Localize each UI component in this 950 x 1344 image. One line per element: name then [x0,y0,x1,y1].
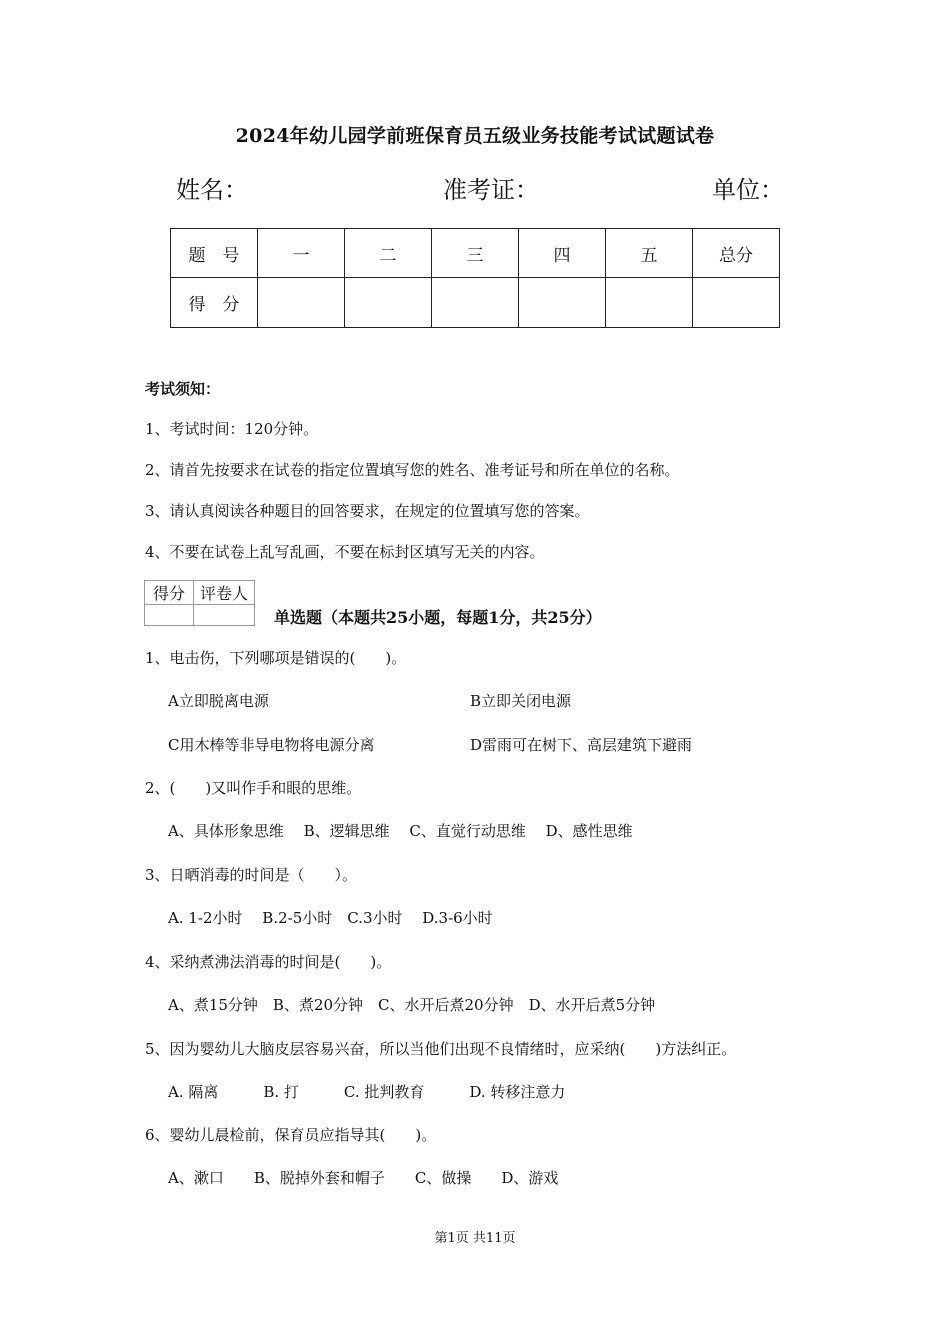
option-b: B立即关闭电源 [470,692,572,710]
question-text: 2、( )又叫作手和眼的思维。 [145,779,362,797]
grader-reviewer-cell[interactable] [194,605,255,626]
grader-reviewer-label: 评卷人 [194,581,255,605]
score-entry-cell[interactable] [693,278,780,328]
score-header-cell: 二 [345,229,432,278]
score-header-cell: 三 [432,229,519,278]
notice-item: 3、请认真阅读各种题目的回答要求，在规定的位置填写您的答案。 [145,502,590,520]
option-a: A立即脱离电源 [168,692,269,710]
score-table-header-row [171,229,780,278]
score-header-cell: 五 [606,229,693,278]
exam-id-field-label: 准考证： [443,176,539,204]
options-line: A、煮15分钟 B、煮20分钟 C、水开后煮20分钟 D、水开后煮5分钟 [168,996,656,1014]
page-footer: 第1页 共11页 [434,1231,516,1246]
options-line: A. 1-2小时 B.2-5小时 C.3小时 D.3-6小时 [168,909,493,927]
score-entry-cell[interactable] [345,278,432,328]
name-field-label: 姓名： [176,176,248,204]
question-text: 6、婴幼儿晨检前，保育员应指导其( )。 [145,1126,437,1144]
question-text: 1、电击伤，下列哪项是错误的( )。 [145,649,407,667]
options-line: A、漱口 B、脱掉外套和帽子 C、做操 D、游戏 [168,1169,559,1187]
question-text: 3、日晒消毒的时间是（ ）。 [145,866,358,884]
notice-item: 4、不要在试卷上乱写乱画，不要在标封区填写无关的内容。 [145,543,545,561]
score-row-label: 得 分 [171,278,258,328]
score-table [170,228,780,328]
section-title: 单选题（本题共25小题，每题1分，共25分） [274,608,602,627]
unit-field-label: 单位： [712,176,784,204]
score-table-score-row [171,278,780,328]
grader-score-label: 得分 [145,581,194,605]
score-header-cell: 题 号 [171,229,258,278]
grader-score-cell[interactable] [145,605,194,626]
score-entry-cell[interactable] [258,278,345,328]
options-line: A. 隔离 B. 打 C. 批判教育 D. 转移注意力 [168,1083,566,1101]
page-title: 2024年幼儿园学前班保育员五级业务技能考试试题试卷 [235,125,715,147]
option-d: D雷雨可在树下、高层建筑下避雨 [470,736,693,754]
score-entry-cell[interactable] [606,278,693,328]
notice-item: 1、考试时间：120分钟。 [145,420,319,438]
score-entry-cell[interactable] [519,278,606,328]
option-c: C用木棒等非导电物将电源分离 [168,736,375,754]
score-header-cell: 总分 [693,229,780,278]
question-text: 4、采纳煮沸法消毒的时间是( )。 [145,953,392,971]
score-header-cell: 四 [519,229,606,278]
score-entry-cell[interactable] [432,278,519,328]
question-text: 5、因为婴幼儿大脑皮层容易兴奋，所以当他们出现不良情绪时，应采纳( )方法纠正。 [145,1040,737,1058]
options-line: A、具体形象思维 B、逻辑思维 C、直觉行动思维 D、感性思维 [168,822,633,840]
score-header-cell: 一 [258,229,345,278]
notice-heading: 考试须知： [145,380,221,398]
notice-item: 2、请首先按要求在试卷的指定位置填写您的姓名、准考证号和所在单位的名称。 [145,461,680,479]
grader-box [144,580,255,626]
